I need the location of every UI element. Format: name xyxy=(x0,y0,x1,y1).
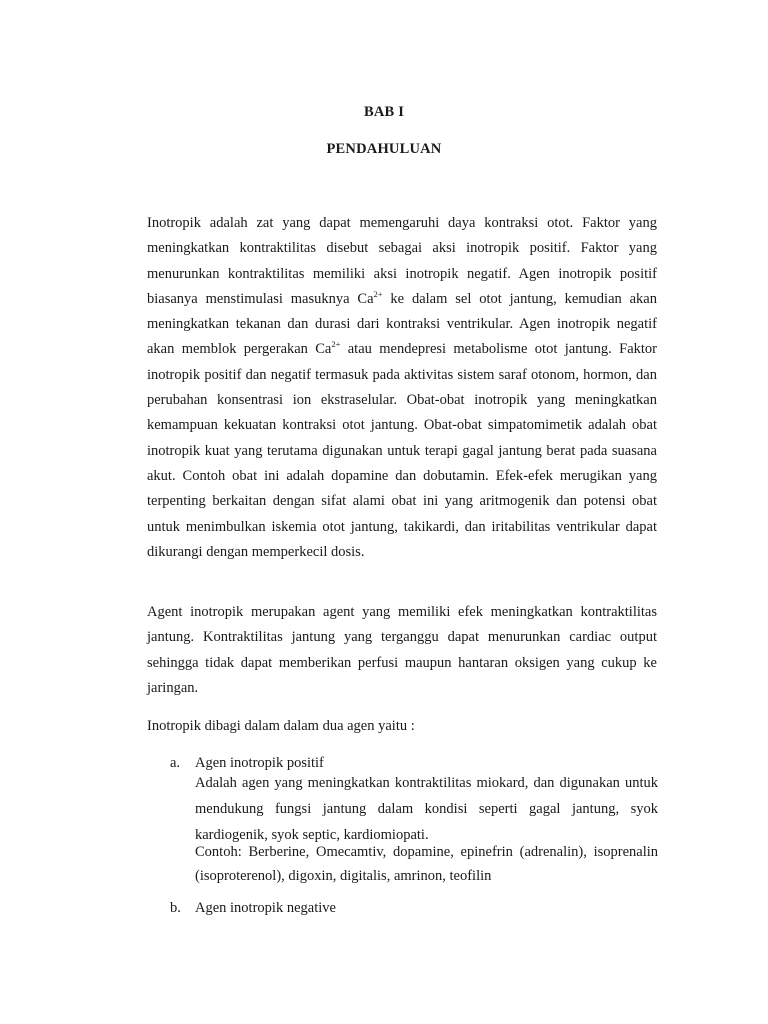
list-marker: a. xyxy=(170,755,181,771)
list-marker: b. xyxy=(170,900,181,916)
list-item-title: Agen inotropik positif xyxy=(195,755,324,771)
list-item-title: Agen inotropik negative xyxy=(195,900,336,916)
chapter-heading: BAB I xyxy=(363,104,405,120)
intro-text-part-1: Inotropik adalah zat yang dapat memengaruhi daya kontraksi otot. Faktor yang meningkatkan kontraktilitas disebut sebagai aksi inotropik positif. Faktor yang menurunkan kontraktilitas memiliki aksi inotropik negatif. Agen inotropik positif biasanya menstimulasi masuknya Ca xyxy=(147,215,657,307)
intro-paragraph xyxy=(147,211,657,565)
chapter-title: PENDAHULUAN xyxy=(326,141,442,157)
intro-text-part-2: ke dalam sel otot jantung, kemudian akan meningkatkan tekanan dan durasi dari kontraksi ventrikular. Agen inotropik negatif akan memblok pergerakan Ca xyxy=(147,290,657,358)
classification-intro: Inotropik dibagi dalam dalam dua agen yaitu : xyxy=(147,718,415,734)
agent-definition-paragraph: Agent inotropik merupakan agent yang memiliki efek meningkatkan kontraktilitas jantung. Kontraktilitas jantung yang terganggu dapat menurunkan cardiac output sehingga tidak dapat memberikan perfusi maupun hantaran oksigen yang cukup ke jaringan. xyxy=(147,604,657,696)
calcium-charge-superscript: 2+ xyxy=(373,289,383,300)
calcium-charge-superscript: 2+ xyxy=(331,339,341,350)
list-item-examples: Contoh: Berberine, Omecamtiv, dopamine, epinefrin (adrenalin), isoprenalin (isoproterenol), digoxin, digitalis, amrinon, teofilin xyxy=(195,844,658,884)
list-item-description: Adalah agen yang meningkatkan kontraktilitas miokard, dan digunakan untuk mendukung fungsi jantung dalam kondisi seperti gagal jantung, syok kardiogenik, syok septic, kardiomiopati. xyxy=(195,775,658,843)
intro-text-part-3: atau mendepresi metabolisme otot jantung. Faktor inotropik positif dan negatif termasuk pada aktivitas sistem saraf otonom, hormon, dan perubahan konsentrasi ion ekstraselular. Obat-obat inotropik yang meningkatkan kemampuan kekuatan kontraksi otot jantung. Obat-obat simpatomimetik adalah obat inotropik kuat yang terutama digunakan untuk terapi gagal jantung berat pada suasana akut. Contoh obat ini adalah dopamine dan dobutamin. Efek-efek merugikan yang terpenting berkaitan dengan sifat alami obat ini yang aritmogenik dan potensi obat untuk menimbulkan iskemia otot jantung, takikardi, dan iritabilitas ventrikular dapat dikurangi dengan memperkecil dosis. xyxy=(147,341,657,560)
